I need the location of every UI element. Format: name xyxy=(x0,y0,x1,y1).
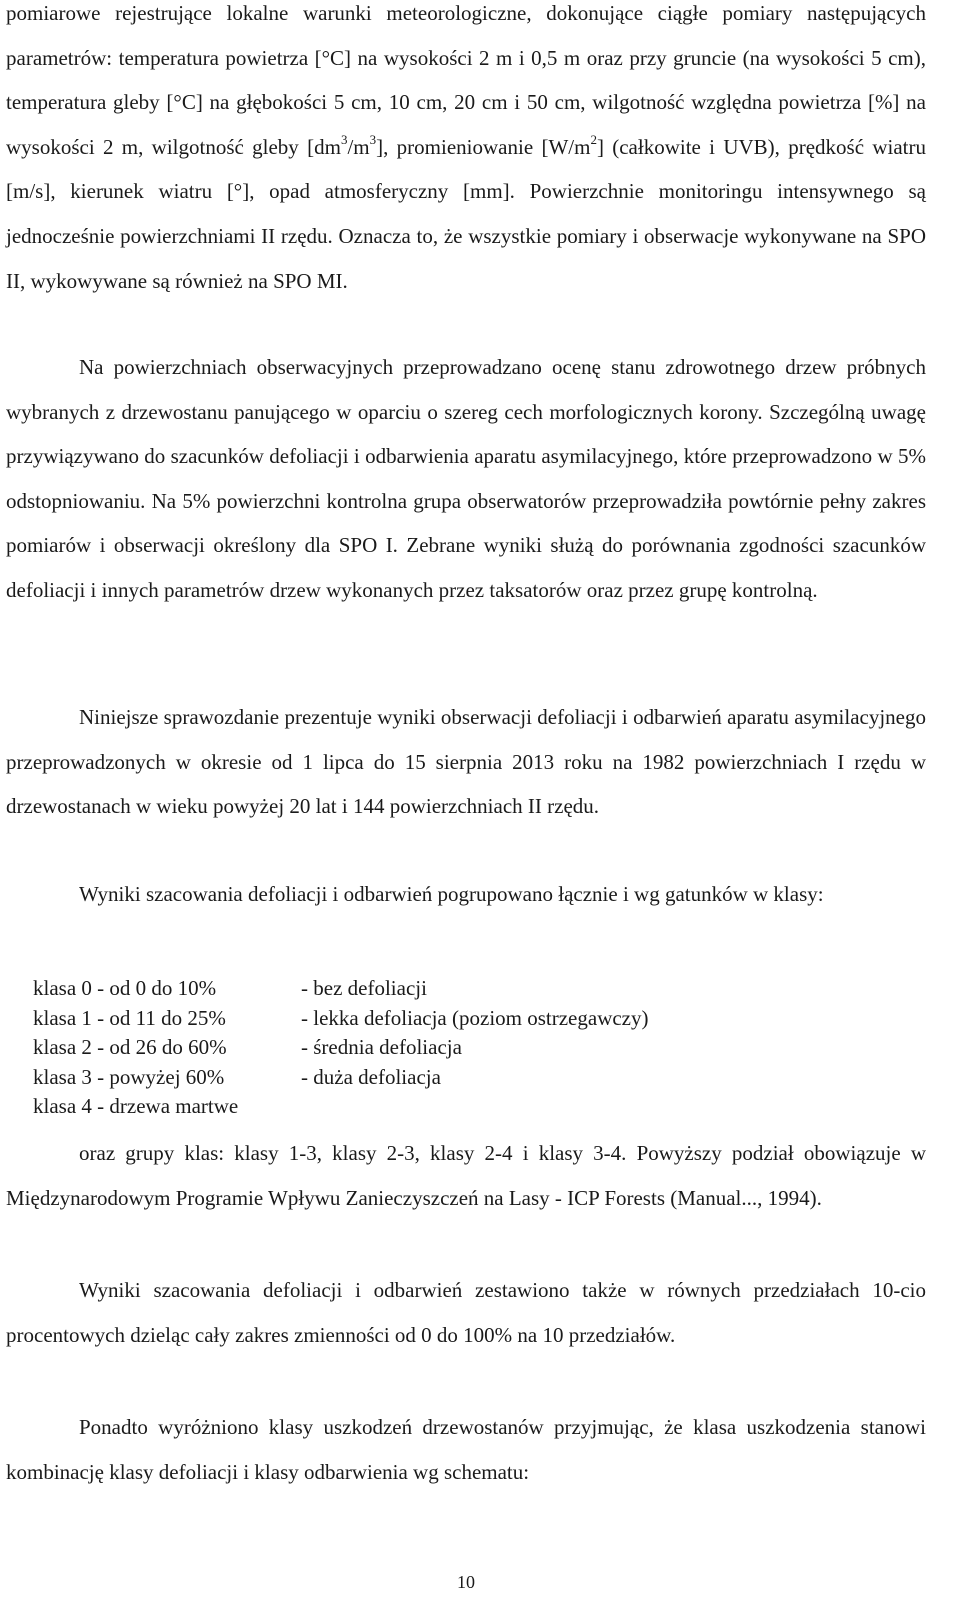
text-run: /m xyxy=(347,134,370,159)
class-name: klasa 0 - od 0 do 10% xyxy=(33,976,217,1000)
class-name: klasa 1 - od 11 do 25% xyxy=(33,1005,226,1030)
paragraph-health-assessment: Na powierzchniach obserwacyjnych przeprowadzano ocenę stanu zdrowotnego drzew próbnych wybranych z drzewostanu panującego w oparciu o szereg cech morfologicznych korony. Szczególną uwagę przywiązywano do szacunków defoliacji i odbarwienia aparatu asymilacyjnego, które przeprowadzono w 5% odstopniowaniu. Na 5% powierzchni kontrolna grupa obserwatorów przeprowadziła powtórnie pełny zakres pomiarów i obserwacji określony dla SPO I. Zebrane wyniki służą do porównania zgodności szacunków defoliacji i innych parametrów drzew wykonanych przez taksatorów oraz przez grupę kontrolną. xyxy=(6,355,926,602)
class-name: klasa 2 - od 26 do 60% xyxy=(33,1035,227,1059)
paragraph-damage-classes: Ponadto wyróżniono klasy uszkodzeń drzewostanów przyjmując, że klasa uszkodzenia stanowi kombinację klasy defoliacji i klasy odbarwienia wg schematu: xyxy=(6,1415,926,1484)
defoliation-class-list xyxy=(33,974,649,1122)
text-run: ] (całkowite i UVB), prędkość wiatru [m/s], kierunek wiatru [°], opad atmosferyczny [mm]. Powierzchnie monitoringu intensywnego są jednocześnie powierzchniami II rzędu. Oznacza to, że wszystkie pomiary i obserwacje wykonywane na SPO II, wykowywane są również na SPO MI. xyxy=(6,134,926,293)
paragraph-report-scope: Niniejsze sprawozdanie prezentuje wyniki obserwacji defoliacji i odbarwień aparatu asymilacyjnego przeprowadzonych w okresie od 1 lipca do 15 sierpnia 2013 roku na 1982 powierzchniach I rzędu w drzewostanach w wieku powyżej 20 lat i 144 powierzchniach II rzędu. xyxy=(6,705,926,819)
paragraph-meteo-parameters xyxy=(6,0,926,303)
list-item xyxy=(33,1092,649,1122)
class-description: - lekka defoliacja (poziom ostrzegawczy) xyxy=(301,1005,649,1030)
list-item xyxy=(33,1063,649,1093)
list-item xyxy=(33,1004,649,1034)
paragraph-class-groups: oraz grupy klas: klasy 1-3, klasy 2-3, klasy 2-4 i klasy 3-4. Powyższy podział obowiązuje w Międzynarodowym Programie Wpływu Zanieczyszczeń na Lasy - ICP Forests (Manual..., 1994). xyxy=(6,1141,926,1210)
class-description: - duża defoliacja xyxy=(301,1064,441,1089)
paragraph-ten-percent-intervals: Wyniki szacowania defoliacji i odbarwień zestawiono także w równych przedziałach 10-cio procentowych dzieląc cały zakres zmienności od 0 do 100% na 10 przedziałów. xyxy=(6,1278,926,1347)
class-description: - bez defoliacji xyxy=(301,976,427,1000)
class-name: klasa 3 - powyżej 60% xyxy=(33,1064,225,1089)
text-run: pomiarowe rejestrujące lokalne warunki meteorologiczne, dokonujące ciągłe pomiary następujących parametrów: temperatura powietrza [°C] na wysokości 2 m i 0,5 m oraz przy gruncie (na wysokości 5 cm), temperatura gleby [°C] na głębokości 5 cm, 10 cm, 20 cm i 50 cm, wilgotność względna powietrza [%] na wysokości 2 m, wilgotność gleby [dm xyxy=(6,1,926,159)
superscript: 2 xyxy=(590,131,597,147)
list-item xyxy=(33,974,649,1004)
class-name: klasa 4 - drzewa martwe xyxy=(33,1094,239,1118)
superscript: 3 xyxy=(340,131,348,147)
superscript: 3 xyxy=(369,131,377,147)
list-item xyxy=(33,1033,649,1063)
page-number: 10 xyxy=(457,1572,475,1592)
paragraph-classes-intro: Wyniki szacowania defoliacji i odbarwień pogrupowano łącznie i wg gatunków w klasy: xyxy=(79,882,824,906)
text-run: ], promieniowanie [W/m xyxy=(376,134,591,159)
class-description: - średnia defoliacja xyxy=(301,1035,462,1059)
